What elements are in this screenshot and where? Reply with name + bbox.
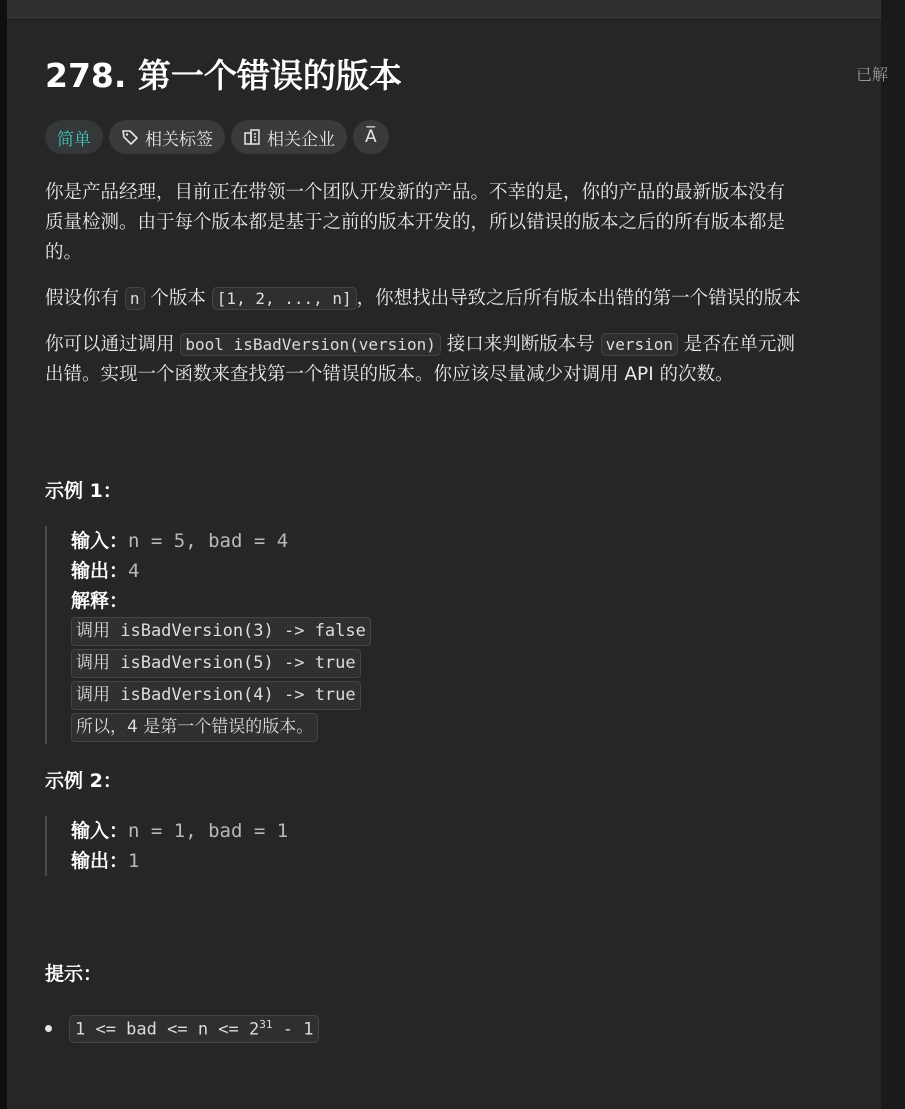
solved-status: 已解 [856,65,889,84]
statement-line: 的。 [45,242,83,263]
related-tags-label: 相关标签 [145,129,213,150]
problem-statement [45,178,905,390]
translate-button[interactable] [353,120,389,154]
input-label: 输入： [71,530,129,552]
example-output [71,556,371,586]
explanation-line: 所以，4 是第一个错误的版本。 [71,713,318,742]
statement-line: 质量检测。由于每个版本都是基于之前的版本开发的，所以错误的版本之后的所有版本都是 [45,212,786,233]
example-1-block [45,526,371,744]
text-fragment: ，你想找出导致之后所有版本出错的第一个错误的版本 [356,288,801,309]
example-input [71,526,371,556]
example-1-heading: 示例 1： [45,480,122,502]
text-fragment: 接口来判断版本号 [440,334,601,355]
text-fragment: 个版本 [144,288,212,309]
statement-paragraph-2 [45,284,905,314]
constraint-item [45,1015,319,1043]
output-label: 输出： [71,560,129,582]
explanation-line: 调用 isBadVersion(5) -> true [71,649,361,678]
text-fragment: 假设你有 [45,288,125,309]
difficulty-label: 简单 [57,129,91,150]
text-fragment: 是否在单元测 [678,334,795,355]
example-2-heading: 示例 2： [45,770,122,792]
constraint-tail: - 1 [272,1019,314,1040]
inline-code: bool isBadVersion(version) [180,333,440,356]
related-tags-button[interactable] [109,120,225,154]
constraint-code [69,1015,319,1043]
text-fragment: 你可以通过调用 [45,334,181,355]
problem-title[interactable]: 278. 第一个错误的版本 [45,56,402,95]
explanation-line: 调用 isBadVersion(4) -> true [71,681,361,710]
explanation-lines [71,616,371,744]
translate-icon: A̅ [365,127,377,147]
explanation-label: 解释： [71,590,129,612]
statement-line: 你是产品经理，目前正在带领一个团队开发新的产品。不幸的是，你的产品的最新版本没有 [45,182,786,203]
statement-line: 出错。实现一个函数来查找第一个错误的版本。你应该尽量减少对调用 API 的次数。 [45,364,734,385]
explanation-line: 调用 isBadVersion(3) -> false [71,617,371,646]
input-value: n = 5, bad = 4 [128,530,289,552]
tag-row [45,120,389,154]
output-label: 输出： [71,850,129,872]
left-rail [0,0,7,1109]
inline-code: [1, 2, ..., n] [212,287,357,310]
bullet-dot [45,1025,52,1032]
constraint-exponent: 31 [259,1018,273,1031]
related-companies-label: 相关企业 [267,129,335,150]
input-label: 输入： [71,820,129,842]
constraints-heading: 提示： [45,963,103,985]
output-value: 4 [128,560,140,582]
top-tab-bar [7,0,881,18]
company-icon [243,128,261,146]
related-companies-button[interactable] [231,120,347,154]
constraint-text: 1 <= bad <= n <= 2 [75,1019,260,1040]
problem-description-panel [7,0,889,1109]
difficulty-badge [45,120,103,154]
tag-icon [121,128,139,146]
example-2-block [45,816,288,876]
inline-code: version [601,333,678,356]
example-explanation [71,586,371,616]
output-value: 1 [128,850,140,872]
example-output [71,846,288,876]
inline-code: n [125,287,145,310]
example-input [71,816,288,846]
statement-paragraph-3 [45,330,905,360]
input-value: n = 1, bad = 1 [128,820,289,842]
